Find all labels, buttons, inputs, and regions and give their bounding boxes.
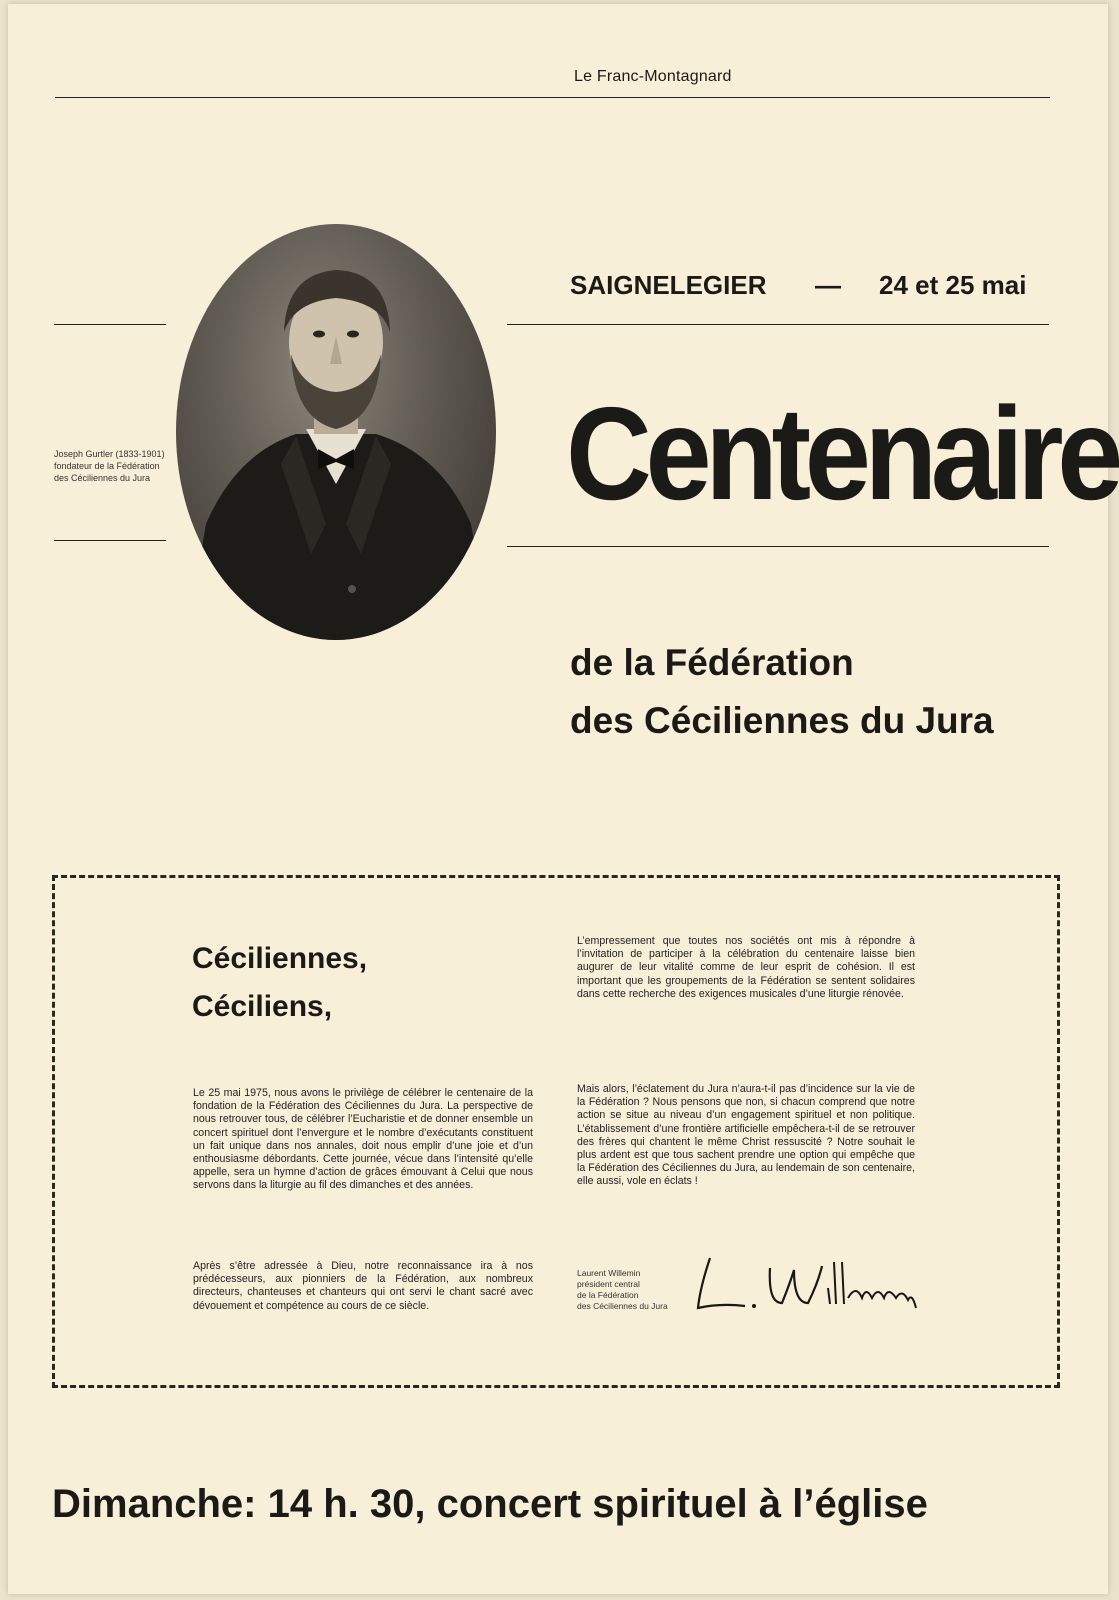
letter-paragraph-right-2: Mais alors, l’éclatement du Jura n’aura-t-il pas d’incidence sur la vie de la Fédération ? Nous pensons que non, si chacun comprend que notre action se situe au niveau d’un engagement spirituel et non politique. L’établissement d’une frontière artificielle empêchera-t-il de se retrouver des frères qui chantent le même Christ ressuscité ? Notre souhait le plus ardent est que tous sachent prendre une option qui empêche que la Fédération des Céciliennes du Jura, au lendemain de son centenaire, elle aussi, vole en éclats ! <box>577 1083 915 1188</box>
signatory-block <box>577 1268 668 1312</box>
event-dates: 24 et 25 mai <box>879 270 1027 300</box>
signatory-role-1: président central <box>577 1279 640 1289</box>
caption-line-2: fondateur de la Fédération <box>54 461 160 471</box>
portrait-caption <box>54 448 179 484</box>
signatory-name: Laurent Willemin <box>577 1268 641 1278</box>
caption-line-3: des Céciliennes du Jura <box>54 473 151 483</box>
left-rule-top <box>54 324 166 325</box>
letter-paragraph-left-2: Après s’être adressée à Dieu, notre reconnaissance ira à nos prédécesseurs, aux pionniers de la Fédération, aux nombreux directeurs, chanteuses et chanteurs qui ont servi le chant sacré avec dévouement et compétence au cours de ce siècle. <box>193 1260 533 1312</box>
caption-line-1: Joseph Gurtler (1833-1901) <box>54 449 165 459</box>
top-rule <box>55 97 1050 98</box>
letter-paragraph-right-1: L’empressement que toutes nos sociétés ont mis à répondre à l’invitation de participer à la célébration du centenaire laisse bien augurer de leur vitalité comme de leur esprit de cohésion. Il est important que les groupements de la Fédération se sentent solidaires dans cette recherche des exigences musicales d’une liturgie rénovée. <box>577 935 915 1000</box>
signatory-role-3: des Céciliennes du Jura <box>577 1301 668 1311</box>
newspaper-name: Le Franc-Montagnard <box>574 68 732 85</box>
subtitle-line-2: des Céciliennes du Jura <box>570 700 994 741</box>
concert-announcement: Dimanche: 14 h. 30, concert spirituel à l’église <box>52 1482 928 1526</box>
handwritten-signature <box>690 1248 920 1318</box>
portrait-illustration <box>176 224 496 640</box>
headline: Centenaire <box>566 380 1118 527</box>
heading-rule-top <box>507 324 1049 325</box>
heading-rule-bottom <box>507 546 1049 547</box>
signature-illustration <box>690 1248 920 1318</box>
greeting-line-2: Céciliens, <box>192 990 333 1023</box>
letter-paragraph-left-1: Le 25 mai 1975, nous avons le privilège de célébrer le centenaire de la fondation de la Fédération des Céciliennes du Jura. La perspective de nous retrouver tous, de célébrer l’Eucharistie et de donner ensemble un concert spirituel dont l’envergure et le nombre d’exécutants constituent un fait unique dans nos annales, doit nous emplir d’une joie et d’un enthousiasme débordants. Cette journée, vécue dans l’intensité qu’elle appelle, sera un hymne d’action de grâces émouvant à Celui que nous servons dans la liturgie au fil des dimanches et des années. <box>193 1087 533 1192</box>
subtitle-line-1: de la Fédération <box>570 642 854 683</box>
event-place: SAIGNELEGIER <box>570 270 767 300</box>
signatory-role-2: de la Fédération <box>577 1290 639 1300</box>
greeting-line-1: Céciliennes, <box>192 942 368 975</box>
founder-portrait <box>176 224 496 640</box>
letter-greeting <box>192 935 367 1031</box>
header-separator: — <box>815 270 841 300</box>
left-rule-bottom <box>54 540 166 541</box>
